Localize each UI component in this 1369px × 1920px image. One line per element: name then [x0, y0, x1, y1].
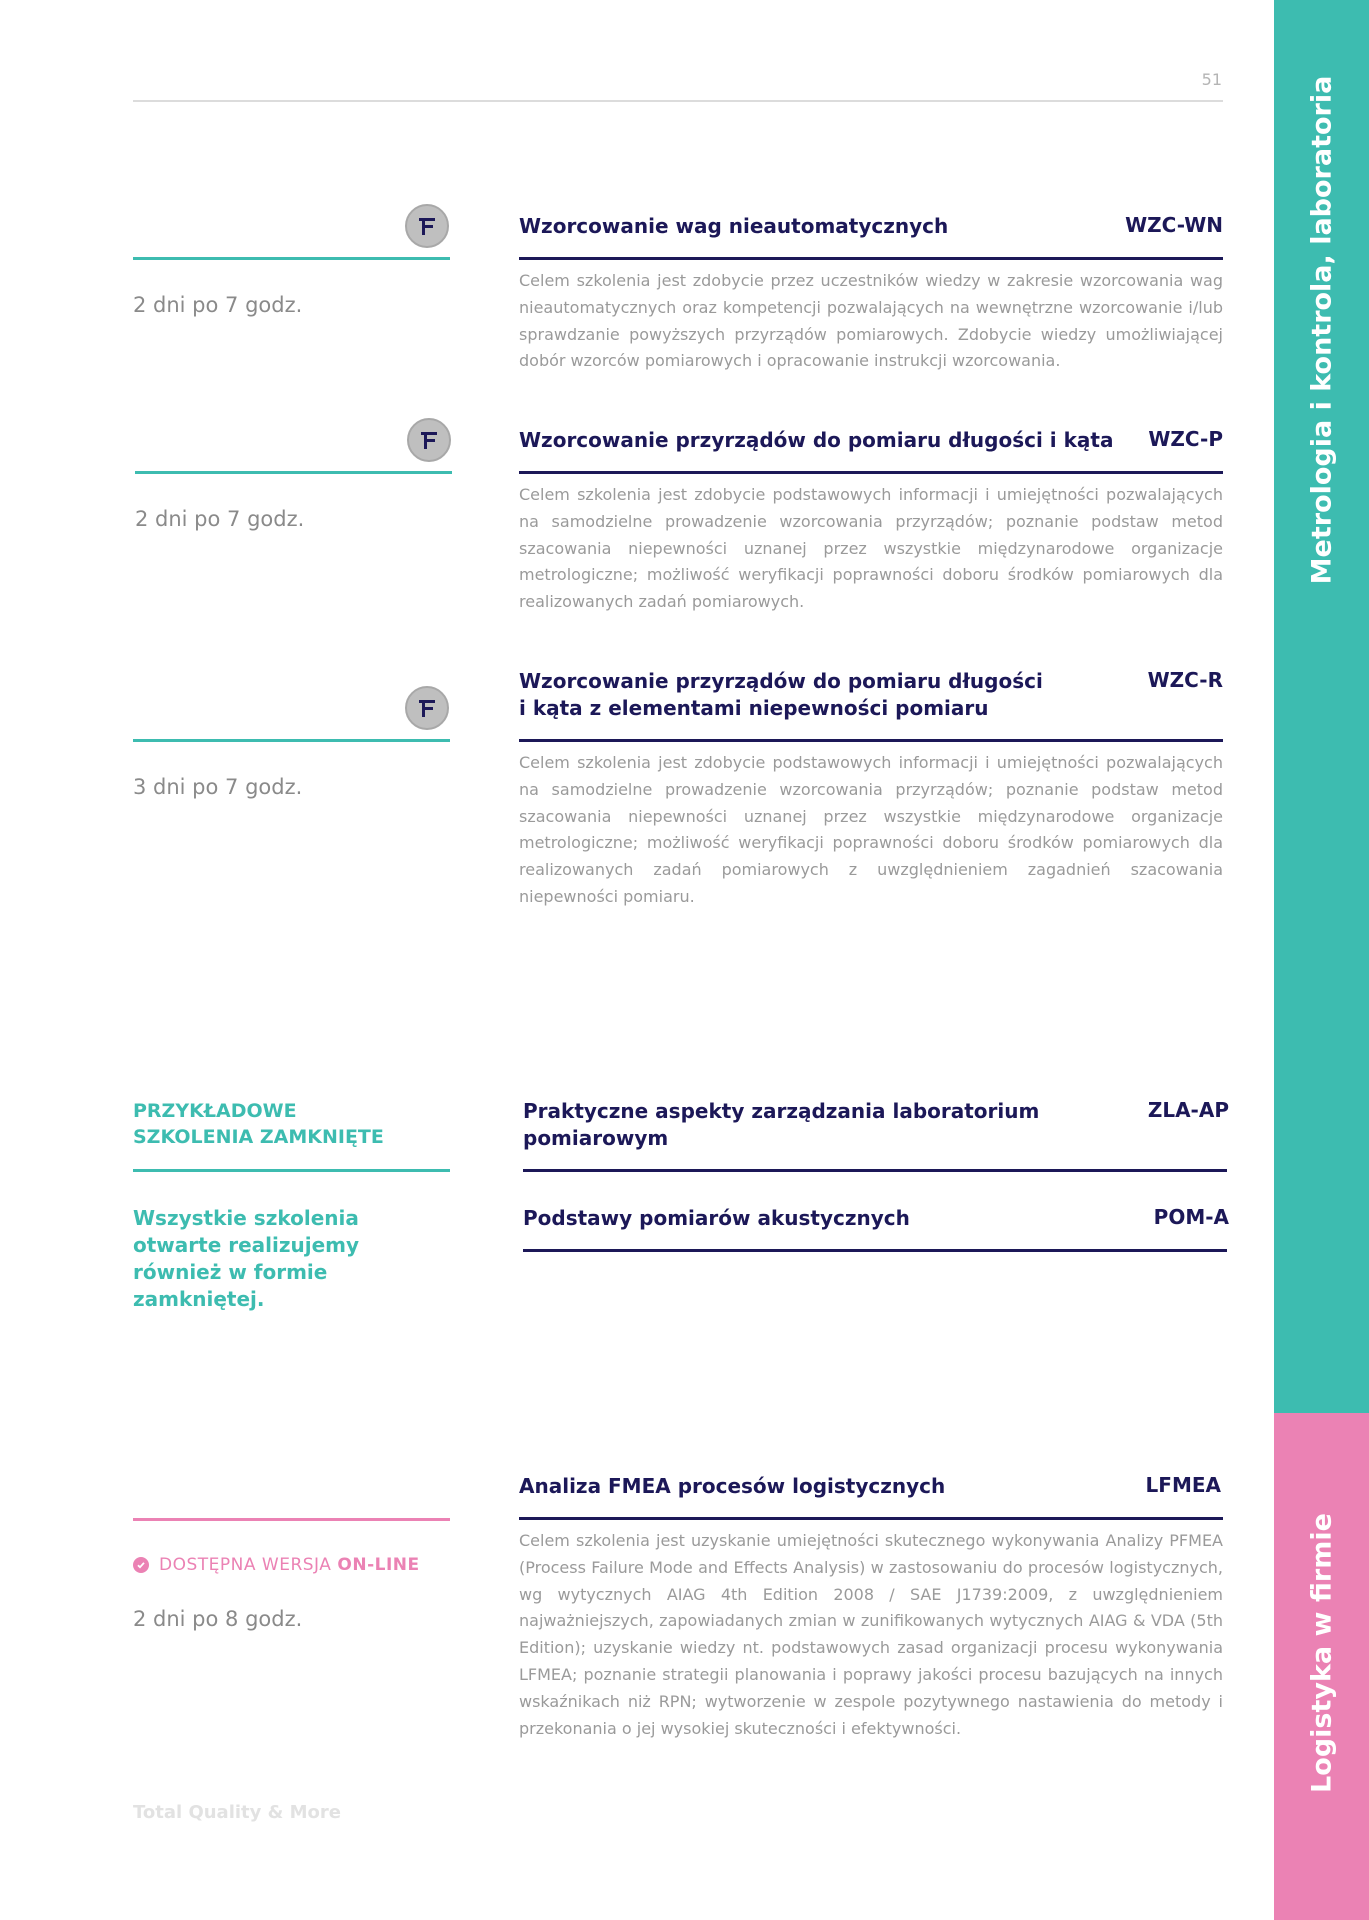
course-3-duration: 3 dni po 7 godz. — [133, 775, 303, 799]
closed-trainings-heading-line-2: SZKOLENIA ZAMKNIĘTE — [133, 1126, 384, 1148]
course-2-left-rule — [135, 471, 452, 474]
course-1-description: Celem szkolenia jest zdobycie przez uczestników wiedzy w zakresie wzorcowania wag nieautomatycznych oraz kompetencji pozwalających na wewnętrzne wzorcowanie i/lub sprawdzanie powyższych przyrządów pomiarowych. Zdobycie wiedzy umożliwiającej dobór wzorców pomiarowych i opracowanie instrukcji wzorcowania. — [519, 271, 1223, 371]
f-badge-icon — [405, 686, 449, 730]
f-badge-icon — [405, 204, 449, 248]
online-emphasis: ON-LINE — [337, 1555, 420, 1575]
closed-trainings-heading — [133, 1098, 463, 1150]
closed-trainings-rule — [133, 1169, 450, 1172]
closed-item-2-title: Podstawy pomiarów akustycznych — [523, 1206, 910, 1230]
logistics-left-rule — [133, 1518, 450, 1521]
course-2-duration: 2 dni po 7 godz. — [135, 507, 305, 531]
course-1-left-rule — [133, 257, 450, 260]
logistics-duration: 2 dni po 8 godz. — [133, 1607, 303, 1631]
course-1-title-rule — [519, 257, 1223, 260]
footer-brand: Total Quality & More — [133, 1802, 341, 1823]
side-tab-logistics-label: Logistyka w firmie — [1306, 1513, 1337, 1793]
course-3-title-line-2: i kąta z elementami niepewności pomiaru — [519, 696, 989, 720]
course-3-description: Celem szkolenia jest zdobycie podstawowych informacji i umiejętności pozwalających na samodzielne prowadzenie wzorcowania przyrządów; poznanie podstaw metod szacowania niepewności uznanej przez wszystkie międzynarodowe organizacje metrologiczne; możliwość weryfikacji poprawności doboru środków pomiarowych dla realizowanych zadań pomiarowych z uwzględnieniem zagadnień szacowania niepewności pomiaru. — [519, 753, 1223, 906]
closed-item-2-code: POM-A — [1153, 1205, 1229, 1229]
course-2-title-rule — [519, 471, 1223, 474]
closed-item-1-title-line-1: Praktyczne aspekty zarządzania laboratorium — [523, 1099, 1040, 1123]
closed-item-1-title-line-2: pomiarowym — [523, 1126, 669, 1150]
page-number: 51 — [1201, 70, 1222, 89]
side-tab-metrology-label: Metrologia i kontrola, laboratoria — [1306, 75, 1337, 585]
closed-trainings-heading-line-1: PRZYKŁADOWE — [133, 1100, 297, 1122]
closed-item-1-code: ZLA-AP — [1147, 1098, 1229, 1122]
f-badge-icon — [407, 418, 451, 462]
course-1-duration: 2 dni po 7 godz. — [133, 293, 303, 317]
online-availability-badge — [133, 1555, 420, 1575]
logistics-title: Analiza FMEA procesów logistycznych — [519, 1474, 946, 1498]
online-prefix: DOSTĘPNA WERSJA — [159, 1555, 332, 1575]
logistics-description: Celem szkolenia jest uzyskanie umiejętności skutecznego wykonywania Analizy PFMEA (Process Failure Mode and Effects Analysis) w zastosowaniu do procesów logistycznych, wg wytycznych AIAG 4th Edition 2008 / SAE J1739:2009, z uwzględnieniem najważniejszych, zapowiadanych zmian w zunifikowanych wytycznych AIAG & VDA (5th Edition); uzyskanie wiedzy nt. podstawowych zasad organizacji procesu wykonywania LFMEA; poznanie strategii planowania i poprawy jakości procesu bazujących na innych wskaźnikach niż RPN; wytworzenie w zespole pozytywnego nastawienia do metody i przekonania o jej wysokiej skuteczności i efektywności. — [519, 1531, 1223, 1738]
check-circle-icon — [133, 1557, 149, 1573]
closed-trainings-note: Wszystkie szkolenia otwarte realizujemy również w formie zamkniętej. — [133, 1206, 360, 1311]
closed-item-1-title — [523, 1098, 1083, 1152]
course-3-left-rule — [133, 739, 450, 742]
course-3-title — [519, 668, 1079, 722]
closed-item-1-rule — [523, 1169, 1227, 1172]
logistics-code: LFMEA — [1145, 1473, 1221, 1497]
course-3-code: WZC-R — [1147, 668, 1223, 692]
side-tab-metrology — [1274, 0, 1369, 1413]
course-1-code: WZC-WN — [1125, 213, 1223, 237]
course-2-description: Celem szkolenia jest zdobycie podstawowych informacji i umiejętności pozwalających na samodzielne prowadzenie wzorcowania przyrządów; poznanie podstaw metod szacowania niepewności uznanej przez wszystkie międzynarodowe organizacje metrologiczne; możliwość weryfikacji poprawności doboru środków pomiarowych dla realizowanych zadań pomiarowych. — [519, 485, 1223, 612]
course-2-code: WZC-P — [1148, 427, 1223, 451]
header-divider — [133, 100, 1223, 102]
course-3-title-line-1: Wzorcowanie przyrządów do pomiaru długości — [519, 669, 1043, 693]
closed-item-2-rule — [523, 1249, 1227, 1252]
side-tab-logistics — [1274, 1413, 1369, 1920]
course-1-title: Wzorcowanie wag nieautomatycznych — [519, 214, 949, 238]
logistics-title-rule — [519, 1517, 1223, 1520]
course-2-title: Wzorcowanie przyrządów do pomiaru długości i kąta — [519, 428, 1114, 452]
course-3-title-rule — [519, 739, 1223, 742]
